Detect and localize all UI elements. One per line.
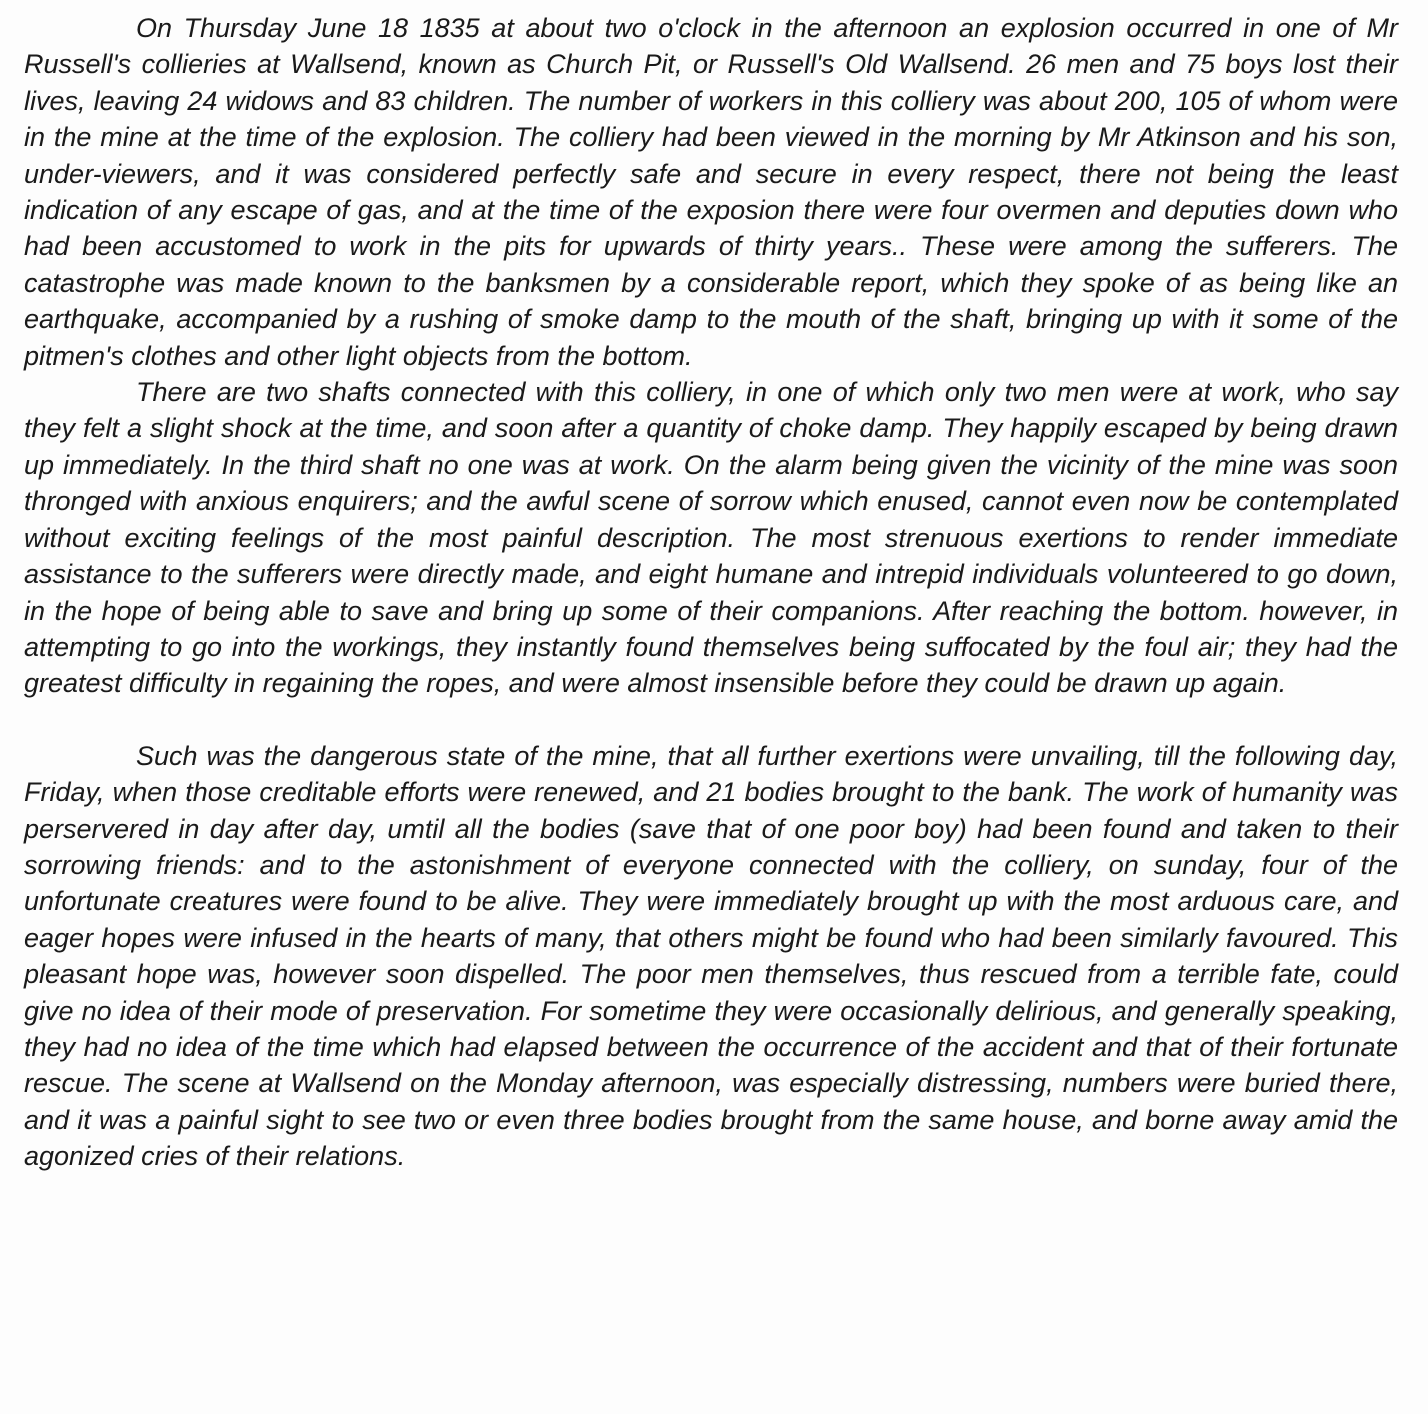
paragraph-shafts: There are two shafts connected with this colliery, in one of which only two men were at work, who say they felt a slight shock at the time, and soon after a quantity of choke damp. They happily escaped by being drawn up immediately. In the third shaft no one was at work. On the alarm being given the vicinity of the mine was soon thronged with anxious enquirers; and the awful scene of sorrow which enused, cannot even now be contemplated without exciting feelings of the most painful description. The most strenuous exertions to render immediate assistance to the sufferers were directly made, and eight humane and intrepid individuals volunteered to go down, in the hope of being able to save and bring up some of their companions. After reaching the bottom. however, in attempting to go into the workings, they instantly found themselves being suffocated by the foul air; they had the greatest difficulty in regaining the ropes, and were almost insensible before they could be drawn up again.: [24, 377, 1398, 699]
paragraph-spacer: [24, 702, 1398, 738]
paragraph-explosion: On Thursday June 18 1835 at about two o'clock in the afternoon an explosion occurred in one of Mr Russell's collieries at Wallsend, known as Church Pit, or Russell's Old Wallsend. 26 men and 75 boys lost their lives, leaving 24 widows and 83 children. The number of workers in this colliery was about 200, 105 of whom were in the mine at the time of the explosion. The colliery had been viewed in the morning by Mr Atkinson and his son, under-viewers, and it was considered perfectly safe and secure in every respect, there not being the least indication of any escape of gas, and at the time of the exposion there were four overmen and deputies down who had been accustomed to work in the pits for upwards of thirty years.. These were among the sufferers. The catastrophe was made known to the banksmen by a considerable report, which they spoke of as being like an earthquake, accompanied by a rushing of smoke damp to the mouth of the shaft, bringing up with it some of the pitmen's clothes and other light objects from the bottom.: [24, 13, 1398, 371]
paragraph-rescue: Such was the dangerous state of the mine, that all further exertions were unvailing, till the following day, Friday, when those creditable efforts were renewed, and 21 bodies brought to the bank. The work of humanity was perservered in day after day, umtil all the bodies (save that of one poor boy) had been found and taken to their sorrowing friends: and to the astonishment of everyone connected with the colliery, on sunday, four of the unfortunate creatures were found to be alive. They were immediately brought up with the most arduous care, and eager hopes were infused in the hearts of many, that others might be found who had been similarly favoured. This pleasant hope was, however soon dispelled. The poor men themselves, thus rescued from a terrible fate, could give no idea of their mode of preservation. For sometime they were occasionally delirious, and generally speaking, they had no idea of the time which had elapsed between the occurrence of the accident and that of their fortunate rescue. The scene at Wallsend on the Monday afternoon, was especially distressing, numbers were buried there, and it was a painful sight to see two or even three bodies brought from the same house, and borne away amid the agonized cries of their relations.: [24, 740, 1398, 1172]
document-body: [24, 10, 1398, 1175]
